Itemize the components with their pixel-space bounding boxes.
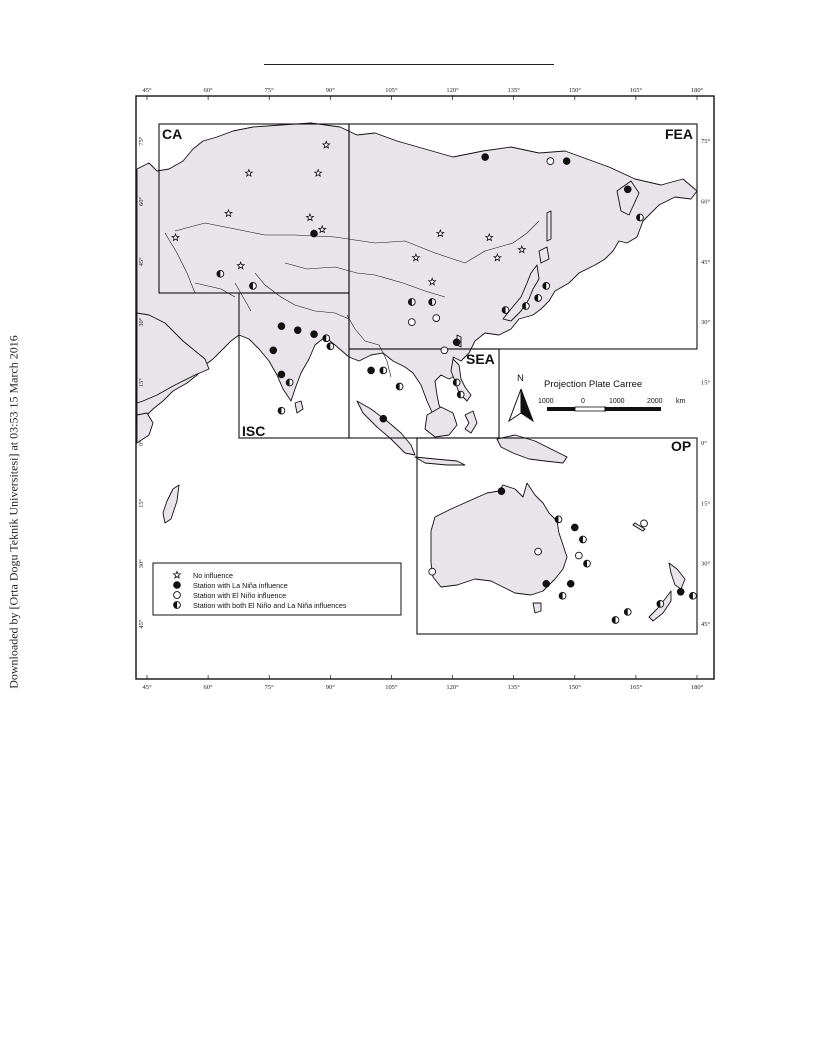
- station-both-20: [559, 592, 566, 599]
- station-both-8: [429, 299, 436, 306]
- station-both-13: [380, 367, 387, 374]
- legend-label-both: Station with both El Niño and La Niña influences: [193, 601, 347, 610]
- station-el-nino-2: [433, 315, 440, 322]
- north-label: N: [517, 373, 524, 384]
- station-la-nina-14: [543, 580, 550, 587]
- station-la-nina-12: [498, 488, 505, 495]
- lat-tick-left-3: 30°: [138, 317, 145, 327]
- station-la-nina-5: [294, 327, 301, 334]
- region-label-op: OP: [671, 438, 692, 454]
- scale-unit: km: [676, 398, 686, 405]
- station-both-12: [278, 407, 285, 414]
- sakhalin: [547, 211, 551, 241]
- lon-tick-top-6: 135°: [507, 87, 520, 94]
- station-la-nina-15: [567, 580, 574, 587]
- station-la-nina-1: [563, 158, 570, 165]
- station-both-7: [408, 299, 415, 306]
- region-label-fea: FEA: [665, 126, 693, 142]
- station-both-14: [396, 383, 403, 390]
- station-el-nino-7: [575, 552, 582, 559]
- station-both-18: [580, 536, 587, 543]
- lat-tick-right-7: 30°: [701, 560, 711, 568]
- station-la-nina-9: [368, 367, 375, 374]
- lat-tick-right-8: 45°: [701, 621, 711, 628]
- region-label-sea: SEA: [466, 351, 495, 367]
- lat-tick-left-6: 15°: [138, 498, 145, 508]
- lat-tick-right-6: 15°: [701, 500, 711, 508]
- station-el-nino-3: [441, 347, 448, 354]
- station-el-nino-4: [535, 548, 542, 555]
- station-both-24: [690, 592, 697, 599]
- legend-label-el-nino: Station with El Niño influence: [193, 591, 287, 600]
- station-la-nina-7: [270, 347, 277, 354]
- legend-symbol-open-icon: [174, 592, 181, 599]
- lon-tick-bottom-3: 90°: [325, 684, 335, 691]
- lon-tick-bottom-5: 120°: [446, 684, 459, 691]
- lon-tick-bottom-1: 60°: [203, 684, 213, 691]
- station-both-5: [535, 295, 542, 302]
- legend-symbol-filled-icon: [174, 582, 181, 589]
- lon-tick-bottom-0: 45°: [142, 684, 152, 691]
- lon-tick-bottom-4: 105°: [385, 684, 398, 691]
- region-label-ca: CA: [162, 126, 183, 142]
- lat-tick-left-0: 75°: [138, 136, 145, 146]
- map-figure: [135, 83, 715, 695]
- lat-tick-right-5: 0°: [701, 439, 707, 447]
- station-la-nina-8: [278, 371, 285, 378]
- lon-tick-top-3: 90°: [325, 87, 335, 94]
- scale-label-0: 0: [581, 398, 585, 405]
- lon-tick-top-2: 75°: [264, 87, 274, 94]
- lon-tick-top-4: 105°: [385, 87, 398, 94]
- lon-tick-top-5: 120°: [446, 87, 459, 94]
- region-label-isc: ISC: [242, 423, 266, 439]
- lon-tick-bottom-8: 165°: [629, 684, 643, 691]
- station-el-nino-5: [429, 568, 436, 575]
- lat-tick-left-8: 45°: [138, 619, 145, 629]
- station-la-nina-16: [677, 588, 684, 595]
- lon-tick-top-1: 60°: [203, 87, 213, 94]
- station-both-17: [555, 516, 562, 523]
- lat-tick-left-5: 0°: [138, 439, 145, 446]
- lon-tick-bottom-2: 75°: [264, 684, 274, 691]
- scale-label-1000-left: 1000: [538, 398, 554, 405]
- lon-tick-top-0: 45°: [142, 87, 152, 94]
- lon-tick-top-7: 150°: [568, 87, 581, 94]
- legend-label-no-influence: No influence: [193, 571, 233, 580]
- station-both-19: [584, 560, 591, 567]
- lat-tick-right-3: 30°: [701, 319, 711, 327]
- lat-tick-left-1: 60°: [138, 196, 145, 206]
- station-la-nina-13: [571, 524, 578, 531]
- station-both-15: [453, 379, 460, 386]
- station-la-nina-2: [624, 186, 631, 193]
- lat-tick-left-7: 30°: [138, 559, 145, 569]
- station-both-21: [612, 617, 619, 624]
- station-both-16: [457, 391, 464, 398]
- station-both-0: [217, 270, 224, 277]
- lon-tick-bottom-7: 150°: [568, 684, 581, 691]
- lat-tick-right-1: 60°: [701, 198, 711, 206]
- lat-tick-left-2: 45°: [138, 257, 145, 267]
- station-both-6: [543, 283, 550, 290]
- scale-label-2000: 2000: [647, 398, 663, 405]
- station-both-1: [250, 283, 257, 290]
- station-both-10: [327, 343, 334, 350]
- projection-label: Projection Plate Carree: [544, 379, 643, 390]
- lon-tick-bottom-6: 135°: [507, 684, 520, 691]
- lat-tick-left-4: 15°: [138, 377, 145, 388]
- download-note-text: Downloaded by [Orta Dogu Teknik Universitesi] at 03:53 15 March 2016: [6, 335, 21, 689]
- station-both-11: [286, 379, 293, 386]
- lat-tick-right-4: 15°: [701, 379, 711, 387]
- station-both-9: [323, 335, 330, 342]
- station-both-23: [657, 600, 664, 607]
- station-el-nino-0: [547, 158, 554, 165]
- lat-tick-right-0: 75°: [701, 138, 711, 145]
- lon-tick-top-9: 180°: [690, 87, 704, 94]
- station-el-nino-1: [408, 319, 415, 326]
- header-rule: [264, 64, 554, 65]
- scale-label-1000: 1000: [609, 398, 625, 405]
- legend-symbol-half-icon: [174, 602, 181, 609]
- station-la-nina-4: [278, 323, 285, 330]
- station-el-nino-6: [641, 520, 648, 527]
- station-both-3: [502, 307, 509, 314]
- station-la-nina-3: [311, 230, 318, 237]
- legend: [153, 563, 401, 615]
- station-both-22: [624, 609, 631, 616]
- station-la-nina-0: [482, 154, 489, 161]
- station-both-4: [522, 303, 529, 310]
- station-la-nina-11: [453, 339, 460, 346]
- station-la-nina-6: [311, 331, 318, 338]
- lat-tick-right-2: 45°: [701, 258, 711, 266]
- lon-tick-bottom-9: 180°: [690, 684, 704, 691]
- station-both-2: [637, 214, 644, 221]
- legend-label-la-nina: Station with La Niña influence: [193, 581, 288, 590]
- station-la-nina-10: [380, 415, 387, 422]
- lon-tick-top-8: 165°: [629, 87, 643, 94]
